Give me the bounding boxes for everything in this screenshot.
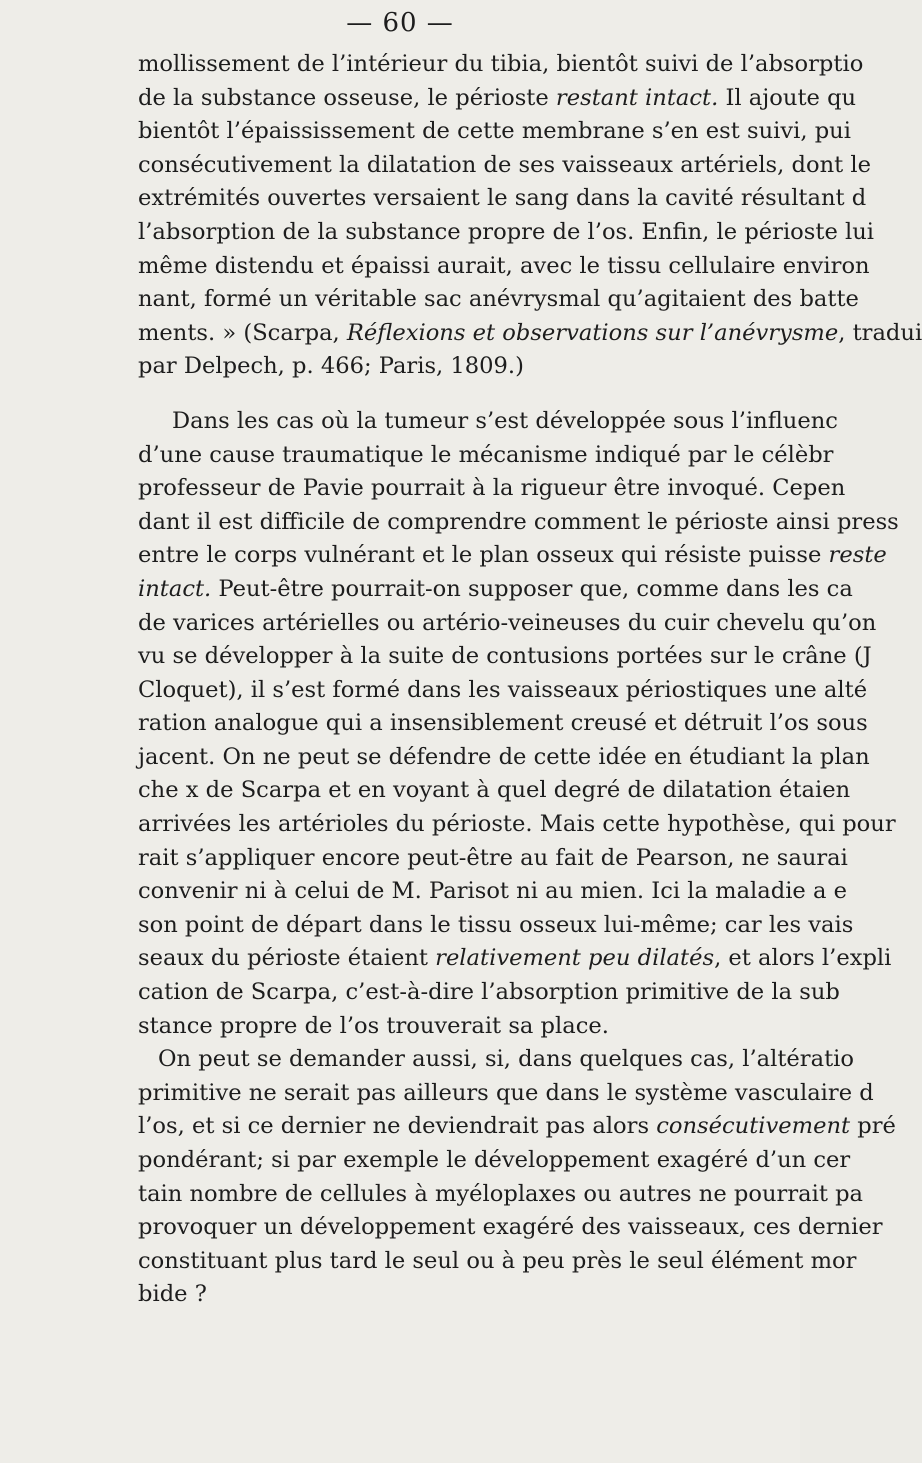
paragraph-3 — [138, 1043, 896, 1312]
text-line: rait s’appliquer encore peut-être au fait de Pearson, ne saurai — [138, 844, 848, 871]
text-line: constituant plus tard le seul ou à peu près le seul élément mor — [138, 1247, 857, 1274]
text-line: Dans les cas où la tumeur s’est développée sous l’influenc — [172, 407, 838, 434]
text-line: jacent. On ne peut se défendre de cette idée en étudiant la plan — [138, 743, 870, 770]
text-line: de la substance osseuse, le périoste restant intact. Il ajoute qu — [138, 84, 857, 111]
text-line: primitive ne serait pas ailleurs que dans le système vasculaire d — [138, 1079, 874, 1106]
paragraph-1 — [138, 48, 922, 384]
paragraph-2 — [138, 405, 899, 1043]
text-line: tain nombre de cellules à myéloplaxes ou autres ne pourrait pa — [138, 1180, 864, 1207]
text-line: l’absorption de la substance propre de l’os. Enfin, le périoste lui — [138, 218, 875, 245]
text-line: On peut se demander aussi, si, dans quelques cas, l’altératio — [158, 1046, 854, 1073]
text-line: ments. » (Scarpa, Réflexions et observations sur l’anévrysme, tradui — [138, 319, 922, 346]
body-text — [138, 48, 922, 1312]
text-line: consécutivement la dilatation de ses vaisseaux artériels, dont le — [138, 151, 871, 178]
text-line: convenir ni à celui de M. Parisot ni au mien. Ici la maladie a e — [138, 878, 847, 905]
text-line: dant il est difficile de comprendre comment le périoste ainsi press — [138, 508, 899, 535]
text-line: nant, formé un véritable sac anévrysmal qu’agitaient des batte — [138, 286, 859, 313]
text-line: même distendu et épaissi aurait, avec le tissu cellulaire environ — [138, 252, 870, 279]
paragraph-gap — [138, 384, 818, 405]
text-line: bientôt l’épaississement de cette membrane s’en est suivi, pui — [138, 118, 851, 145]
text-line: de varices artérielles ou artério-veineuses du cuir chevelu qu’on — [138, 609, 877, 636]
text-line: arrivées les artérioles du périoste. Mais cette hypothèse, qui pour — [138, 811, 896, 838]
text-line: professeur de Pavie pourrait à la rigueur être invoqué. Cepen — [138, 475, 846, 502]
text-line: ration analogue qui a insensiblement creusé et détruit l’os sous — [138, 710, 868, 737]
text-line: stance propre de l’os trouverait sa place. — [138, 1012, 609, 1039]
text-line: entre le corps vulnérant et le plan osseux qui résiste puisse reste — [138, 542, 887, 569]
text-line: Cloquet), il s’est formé dans les vaisseaux périostiques une alté — [138, 676, 868, 703]
text-line: intact. Peut-être pourrait-on supposer que, comme dans les ca — [138, 575, 853, 602]
text-line: d’une cause traumatique le mécanisme indiqué par le célèbr — [138, 441, 834, 468]
text-line: provoquer un développement exagéré des vaisseaux, ces dernier — [138, 1214, 883, 1241]
text-line: pondérant; si par exemple le développement exagéré d’un cer — [138, 1147, 851, 1173]
page-number: — 60 — — [346, 8, 454, 38]
text-line: son point de départ dans le tissu osseux lui-même; car les vais — [138, 911, 854, 938]
text-line: che x de Scarpa et en voyant à quel degré de dilatation étaien — [138, 777, 851, 804]
text-line: seaux du périoste étaient relativement peu dilatés, et alors l’expli — [138, 945, 892, 972]
text-line: vu se développer à la suite de contusions portées sur le crâne (J — [138, 643, 872, 670]
text-line: par Delpech, p. 466; Paris, 1809.) — [138, 353, 524, 380]
text-line: bide ? — [138, 1281, 207, 1308]
text-line: cation de Scarpa, c’est-à-dire l’absorption primitive de la sub — [138, 979, 840, 1006]
text-line: mollissement de l’intérieur du tibia, bientôt suivi de l’absorptio — [138, 51, 864, 77]
text-line: extrémités ouvertes versaient le sang dans la cavité résultant d — [138, 185, 867, 212]
text-line: l’os, et si ce dernier ne deviendrait pas alors consécutivement pré — [138, 1113, 896, 1140]
